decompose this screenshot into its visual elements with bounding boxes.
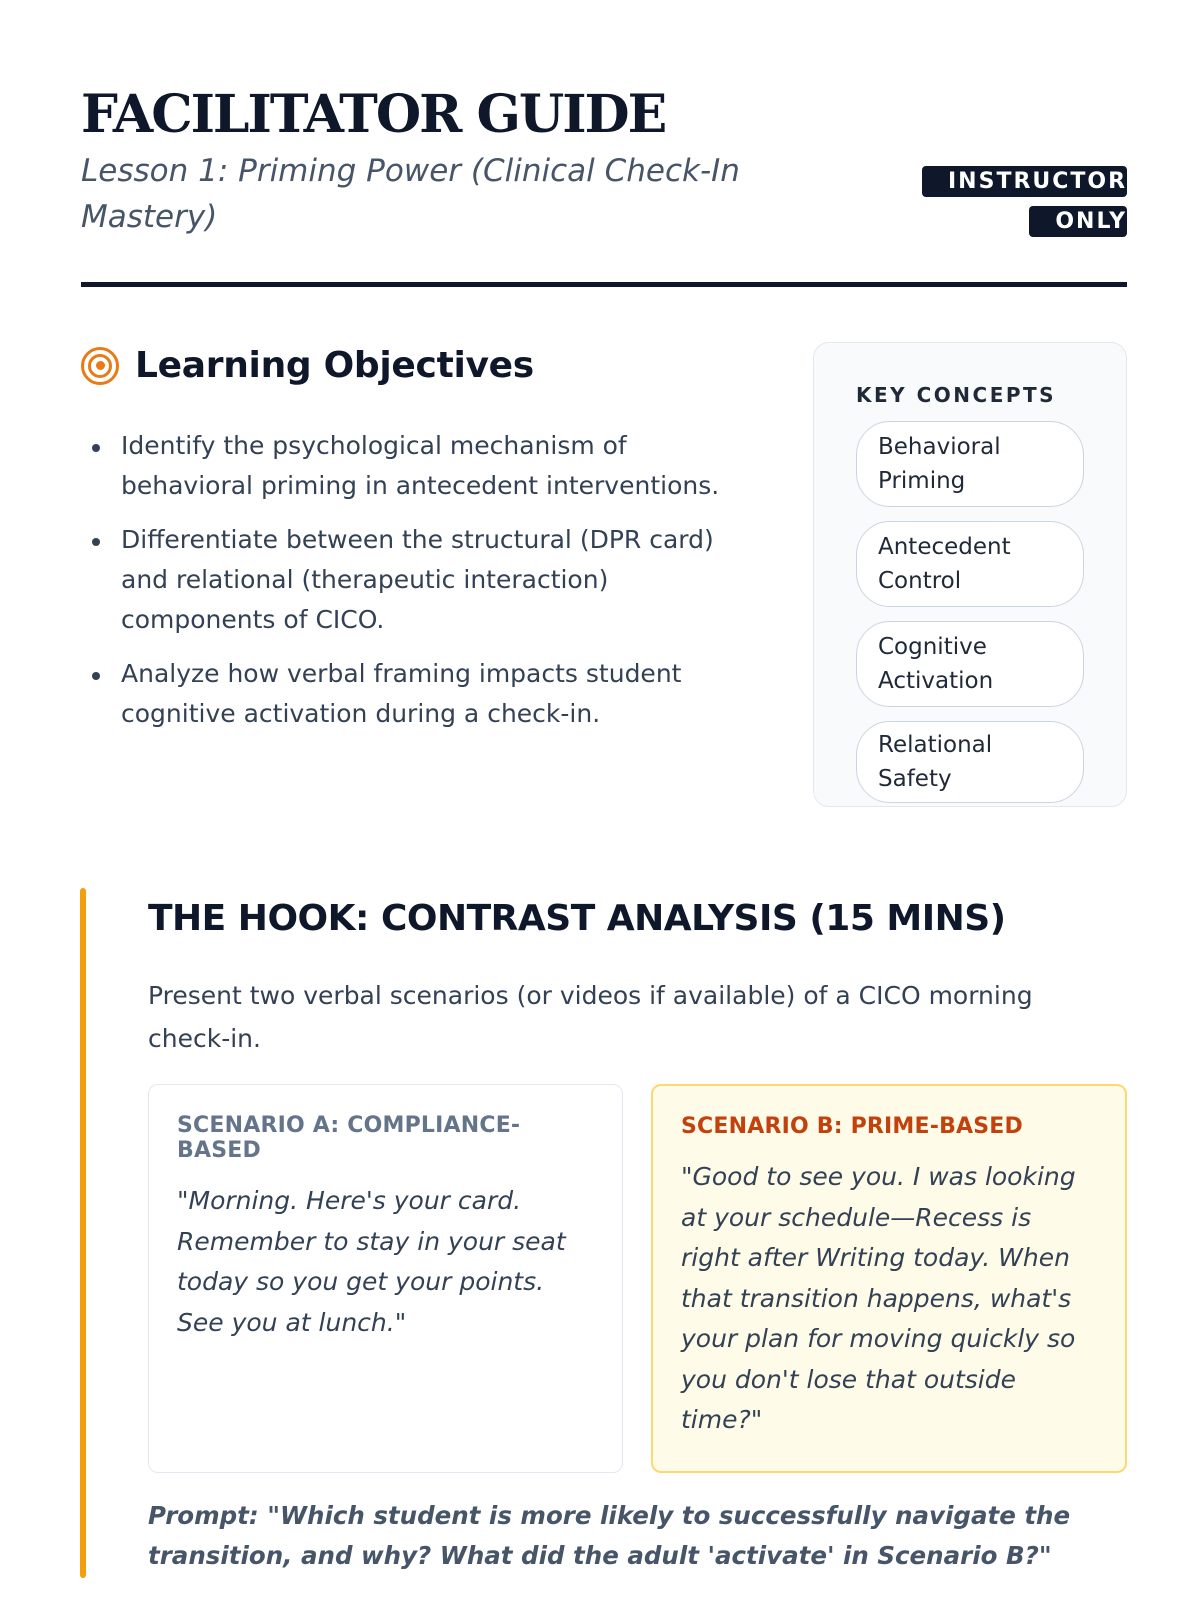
scenario-a-card: [148, 1084, 623, 1473]
guide-header: [81, 86, 1126, 143]
key-concepts-title: KEY CONCEPTS: [856, 383, 1057, 407]
lesson-subtitle: Lesson 1: Priming Power (Clinical Check-In Mastery): [81, 153, 740, 235]
objectives-heading-label: Learning Objectives: [135, 345, 534, 386]
scenario-b-quote: "Good to see you. I was looking at your schedule—Recess is right after Writing today. When that transition happens, what's your plan for moving quickly so you don't lose that outside time?": [681, 1162, 1076, 1434]
target-icon: [81, 347, 119, 385]
bullet-icon: [92, 444, 100, 452]
header-divider: [81, 282, 1127, 287]
hook-section: [80, 888, 1127, 1578]
learning-objectives-section: [81, 345, 741, 748]
concept-tag: Antecedent Control: [856, 521, 1084, 607]
scenario-b-card: [651, 1084, 1127, 1473]
concept-tag: Behavioral Priming: [856, 421, 1084, 507]
page-title: FACILITATOR GUIDE: [81, 84, 666, 145]
list-item: [81, 426, 741, 506]
hook-intro: Present two verbal scenarios (or videos if available) of a CICO morning check-in.: [148, 981, 1033, 1053]
objective-text: Differentiate between the structural (DPR card) and relational (therapeutic interaction) components of CICO.: [121, 525, 714, 634]
scenario-b-label: SCENARIO B: PRIME-BASED: [681, 1114, 1024, 1139]
instructor-only-badge: [922, 162, 1127, 243]
hook-title: THE HOOK: CONTRAST ANALYSIS (15 MINS): [148, 898, 1006, 939]
objectives-heading: [81, 345, 741, 386]
list-item: [81, 520, 741, 640]
bullet-icon: [92, 672, 100, 680]
list-item: [81, 654, 741, 734]
discussion-prompt: Prompt: "Which student is more likely to successfully navigate the transition, and why? What did the adult 'activate' in Scenario B?": [148, 1501, 1071, 1570]
key-concepts-card: [813, 342, 1127, 807]
objective-text: Analyze how verbal framing impacts student cognitive activation during a check-in.: [121, 659, 682, 728]
scenario-a-quote: "Morning. Here's your card. Remember to stay in your seat today so you get your points. See you at lunch.": [177, 1186, 566, 1337]
bullet-icon: [92, 538, 100, 546]
concept-tag: Cognitive Activation: [856, 621, 1084, 707]
scenario-a-label: SCENARIO A: COMPLIANCE-BASED: [177, 1113, 521, 1163]
hook-accent-bar: [80, 888, 86, 1578]
instructor-only-label: INSTRUCTOR ONLY: [922, 166, 1127, 237]
objective-text: Identify the psychological mechanism of behavioral priming in antecedent interventions.: [121, 431, 720, 500]
objectives-list: [81, 426, 741, 734]
concept-tag: Relational Safety: [856, 721, 1084, 803]
